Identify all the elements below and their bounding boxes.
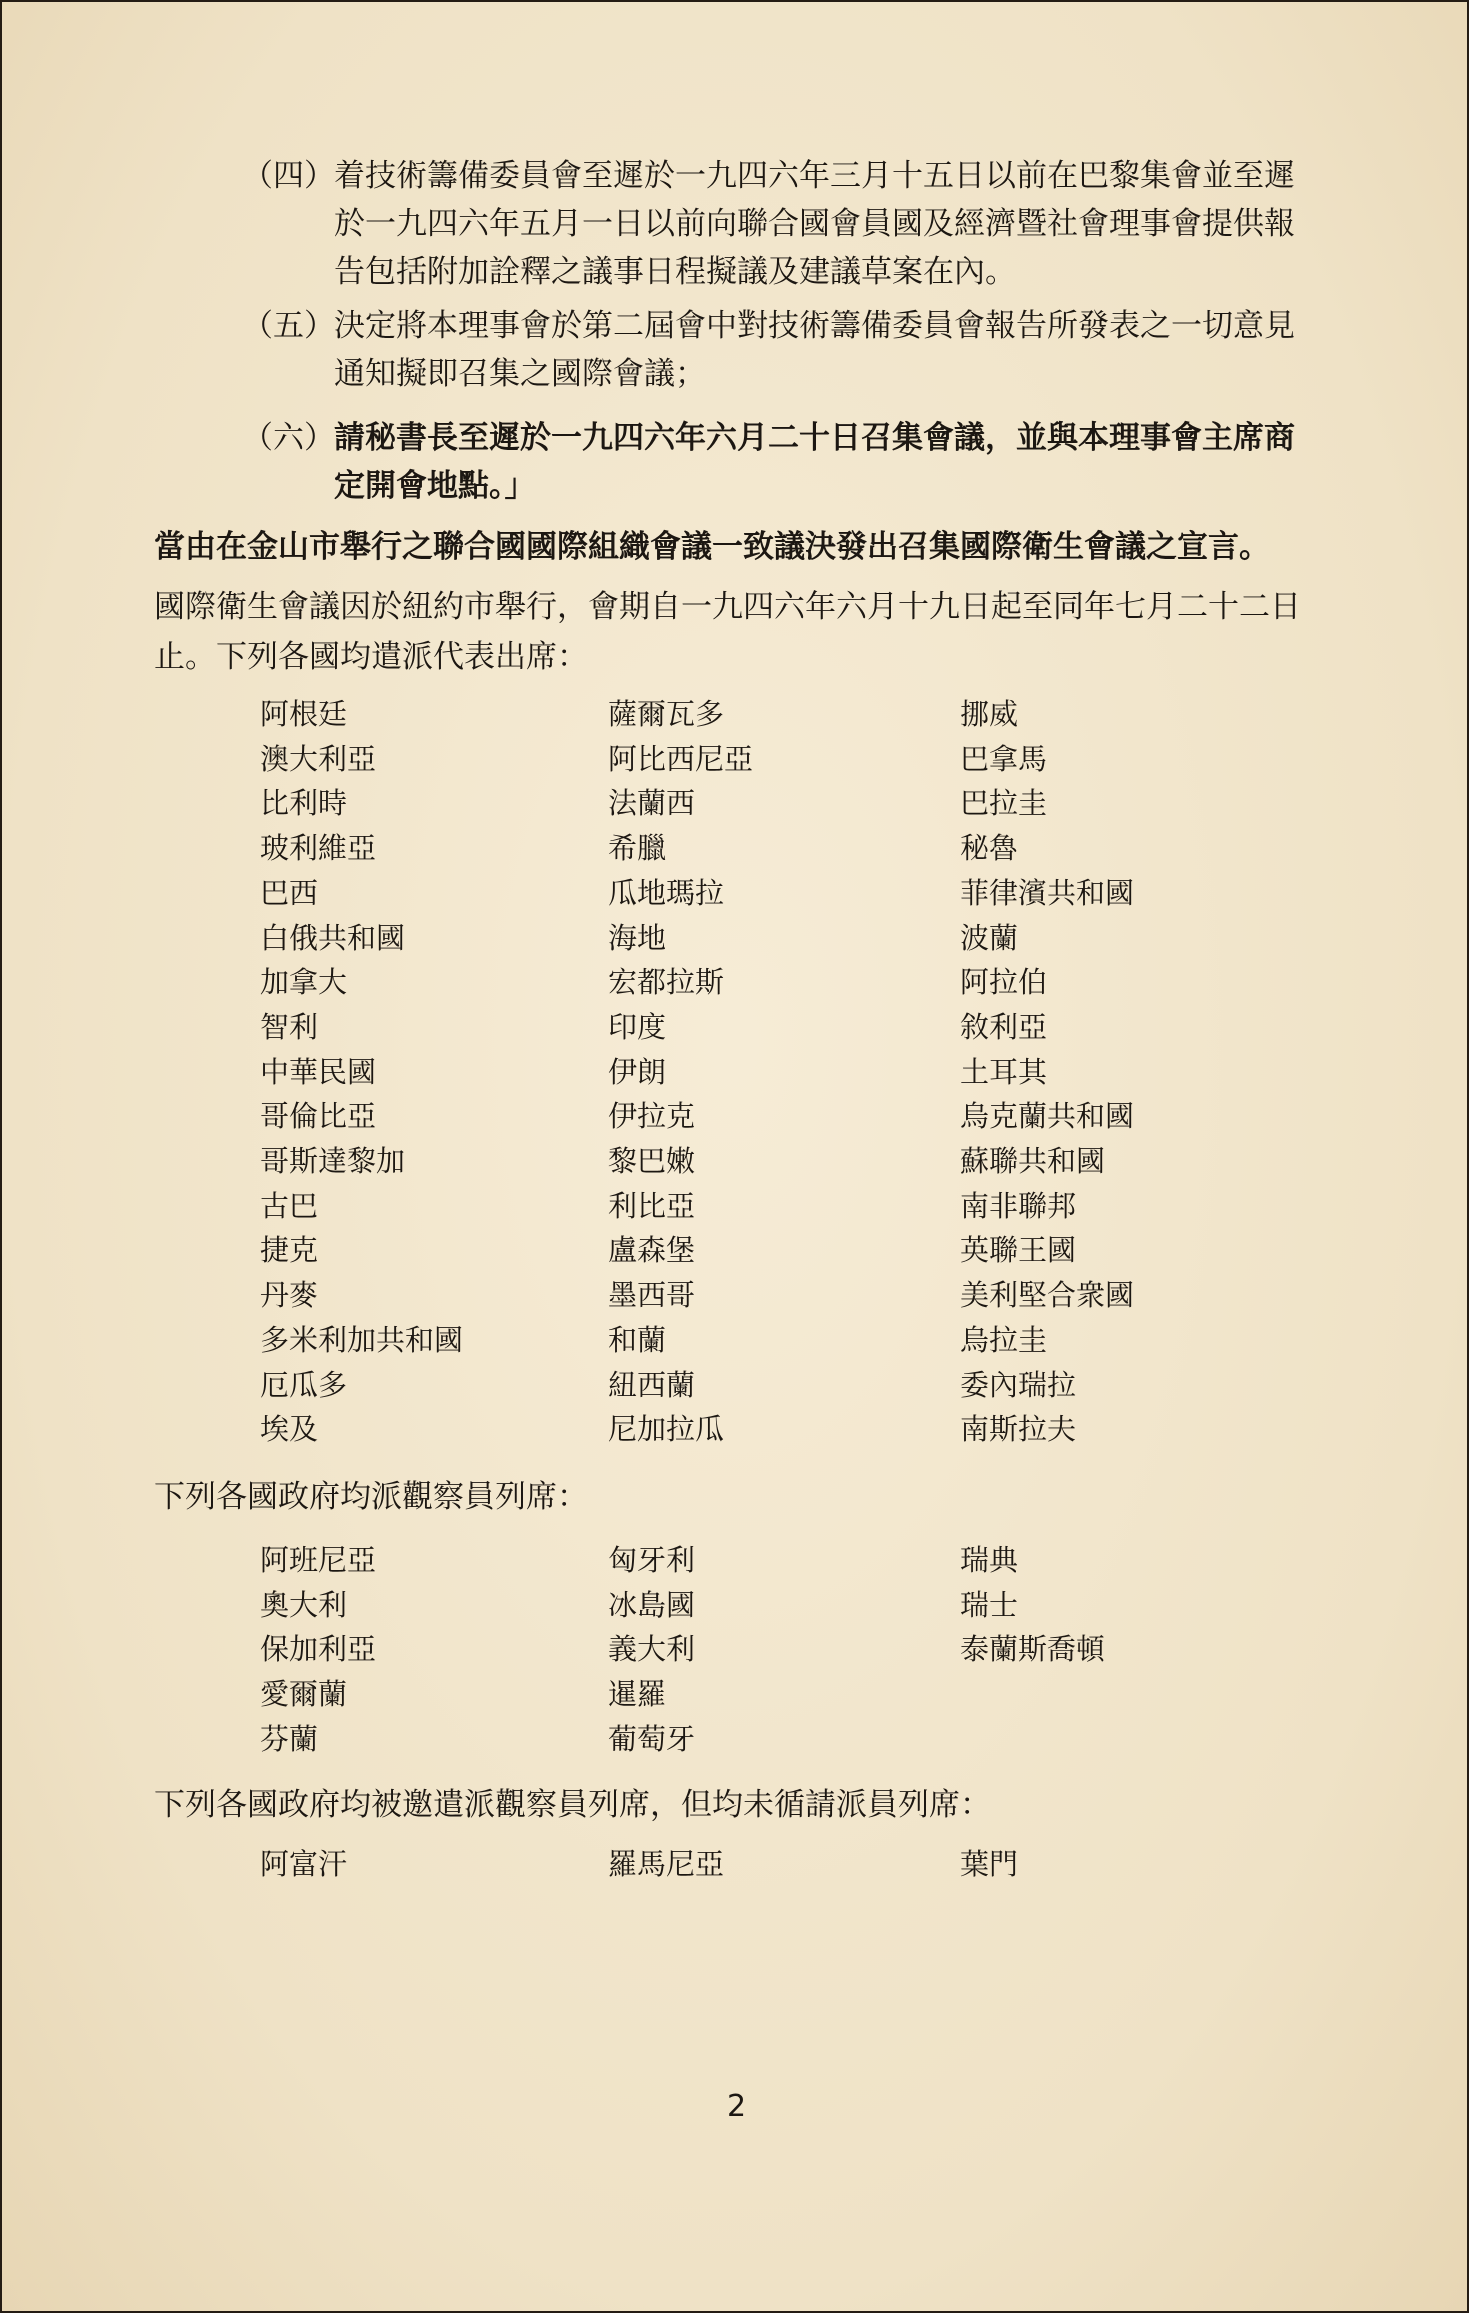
country-name: 阿班尼亞: [260, 1543, 377, 1577]
country-name: 南非聯邦: [960, 1188, 1077, 1223]
country-name: 哥斯達黎加: [260, 1144, 406, 1179]
country-name: 愛爾蘭: [260, 1677, 348, 1712]
country-name: 羅馬尼亞: [608, 1847, 725, 1881]
country-name: 菲律濱共和國: [960, 875, 1135, 910]
country-name: 玻利維亞: [260, 831, 377, 866]
conference-paragraph: 國際衛生會議因於紐約市舉行，會期自一九四六年六月十九日起至同年七月二十二日止。下列各國均遣派代表出席：: [154, 589, 1301, 675]
country-name: 埃及: [260, 1412, 319, 1447]
country-name: 葉門: [960, 1847, 1019, 1881]
resolution-item-5: [242, 302, 1317, 398]
item-text: 請秘書長至遲於一九四六年六月二十日召集會議，並與本理事會主席商定開會地點。」: [334, 420, 1295, 504]
country-name: 泰蘭斯喬頓: [960, 1632, 1106, 1667]
country-name: 巴拉圭: [960, 786, 1048, 821]
country-name: 南斯拉夫: [960, 1412, 1077, 1447]
invited-column-1: [260, 1842, 347, 1887]
observers-column-1: [260, 1538, 376, 1762]
country-name: 和蘭: [608, 1322, 667, 1357]
country-name: 瑞士: [960, 1587, 1019, 1622]
country-name: 烏克蘭共和國: [960, 1099, 1135, 1134]
page-number: 2: [726, 2089, 747, 2124]
country-name: 丹麥: [260, 1278, 319, 1313]
country-name: 智利: [260, 1009, 319, 1044]
invited-intro: 下列各國政府均被邀遣派觀察員列席，但均未循請派員列席：: [154, 1787, 991, 1823]
country-name: 保加利亞: [260, 1632, 377, 1667]
country-name: 蘇聯共和國: [960, 1144, 1106, 1179]
country-name: 紐西蘭: [608, 1367, 696, 1402]
item-text: 着技術籌備委員會至遲於一九四六年三月十五日以前在巴黎集會並至遲於一九四六年五月一日以前向聯合國會員國及經濟暨社會理事會提供報告包括附加詮釋之議事日程擬議及建議草案在內。: [334, 158, 1295, 290]
country-name: 加拿大: [260, 965, 348, 1000]
country-name: 匈牙利: [608, 1543, 696, 1577]
country-name: 阿根廷: [260, 697, 348, 731]
country-name: 委內瑞拉: [960, 1367, 1077, 1402]
country-name: 比利時: [260, 786, 348, 821]
country-name: 挪威: [960, 697, 1019, 731]
country-name: 烏拉圭: [960, 1322, 1048, 1357]
country-name: 巴拿馬: [960, 741, 1048, 776]
country-name: 薩爾瓦多: [608, 697, 725, 731]
observers-column-2: [608, 1538, 695, 1762]
country-name: 波蘭: [960, 920, 1019, 955]
country-name: 宏都拉斯: [608, 965, 725, 1000]
country-name: 澳大利亞: [260, 741, 377, 776]
country-name: 尼加拉瓜: [608, 1412, 725, 1447]
country-name: 阿拉伯: [960, 965, 1048, 1000]
country-name: 葡萄牙: [608, 1721, 696, 1756]
country-name: 暹羅: [608, 1677, 667, 1712]
country-name: 希臘: [608, 831, 667, 866]
delegations-column-3: [960, 692, 1134, 1452]
country-name: 伊朗: [608, 1054, 667, 1089]
country-name: 冰島國: [608, 1587, 696, 1622]
country-name: 阿富汗: [260, 1847, 348, 1881]
item-text: 決定將本理事會於第二屆會中對技術籌備委員會報告所發表之一切意見通知擬即召集之國際會議；: [334, 308, 1295, 392]
item-marker: （五）: [242, 308, 335, 344]
country-name: 厄瓜多: [260, 1367, 348, 1402]
invited-column-3: [960, 1842, 1018, 1887]
country-name: 英聯王國: [960, 1233, 1077, 1268]
san-francisco-paragraph: 當由在金山市舉行之聯合國國際組織會議一致議決發出召集國際衛生會議之宣言。: [154, 529, 1270, 565]
country-name: 利比亞: [608, 1188, 696, 1223]
country-name: 美利堅合衆國: [960, 1278, 1135, 1313]
country-name: 墨西哥: [608, 1278, 696, 1313]
country-name: 阿比西尼亞: [608, 741, 754, 776]
delegations-column-2: [608, 692, 753, 1452]
country-name: 古巴: [260, 1188, 319, 1223]
country-name: 義大利: [608, 1632, 696, 1667]
country-name: 黎巴嫩: [608, 1144, 696, 1179]
country-name: 土耳其: [960, 1054, 1048, 1089]
country-name: 哥倫比亞: [260, 1099, 377, 1134]
item-marker: （六）: [242, 420, 335, 456]
resolution-item-6: [242, 414, 1317, 510]
country-name: 中華民國: [260, 1054, 377, 1089]
country-name: 法蘭西: [608, 786, 696, 821]
invited-column-2: [608, 1842, 724, 1887]
country-name: 捷克: [260, 1233, 319, 1268]
country-name: 瓜地瑪拉: [608, 875, 725, 910]
country-name: 巴西: [260, 875, 319, 910]
country-name: 敘利亞: [960, 1009, 1048, 1044]
country-name: 奧大利: [260, 1587, 348, 1622]
country-name: 芬蘭: [260, 1721, 319, 1756]
item-marker: （四）: [242, 158, 335, 194]
country-name: 秘魯: [960, 831, 1019, 866]
country-name: 海地: [608, 920, 667, 955]
country-name: 多米利加共和國: [260, 1322, 464, 1357]
country-name: 瑞典: [960, 1543, 1019, 1577]
observers-intro: 下列各國政府均派觀察員列席：: [154, 1479, 588, 1515]
country-name: 盧森堡: [608, 1233, 696, 1268]
country-name: 印度: [608, 1009, 667, 1044]
resolution-item-4: [242, 152, 1317, 296]
country-name: 白俄共和國: [260, 920, 406, 955]
delegations-column-1: [260, 692, 463, 1452]
observers-column-3: [960, 1538, 1105, 1672]
country-name: 伊拉克: [608, 1099, 696, 1134]
